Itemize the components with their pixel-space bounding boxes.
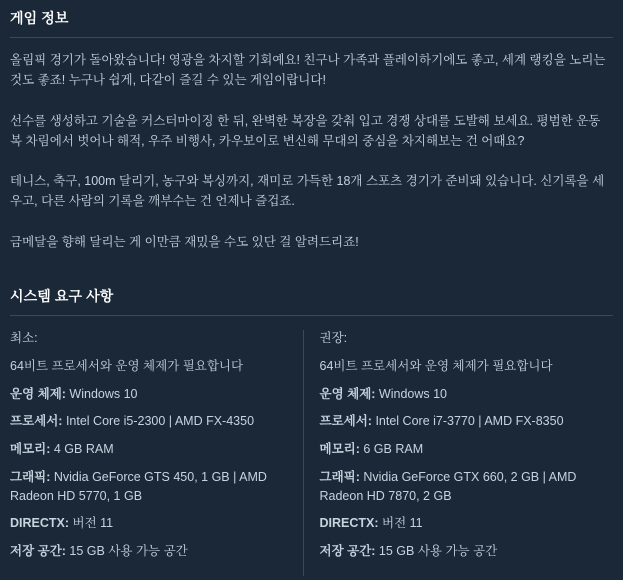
recommended-directx-value: 버전 11 bbox=[382, 516, 423, 531]
minimum-directx-value: 버전 11 bbox=[72, 516, 114, 531]
minimum-graphics-label: 그래픽: bbox=[10, 469, 51, 484]
minimum-os bbox=[10, 385, 300, 404]
system-requirements-minimum bbox=[10, 328, 312, 570]
system-requirements-recommended bbox=[312, 328, 614, 570]
recommended-processor bbox=[320, 412, 602, 431]
minimum-storage-value: 15 GB 사용 가능 공간 bbox=[69, 544, 188, 558]
recommended-os-label: 운영 체제: bbox=[319, 386, 376, 401]
recommended-os bbox=[320, 385, 602, 404]
recommended-graphics bbox=[320, 468, 602, 506]
minimum-note: 64비트 프로세서와 운영 체제가 필요합니다 bbox=[10, 358, 244, 373]
recommended-storage-value: 15 GB 사용 가능 공간 bbox=[378, 544, 498, 558]
game-info-title: 게임 정보 bbox=[10, 10, 69, 26]
minimum-processor-value: Intel Core i5-2300 | AMD FX-4350 bbox=[65, 414, 255, 429]
minimum-memory bbox=[10, 440, 300, 459]
recommended-memory bbox=[320, 440, 602, 459]
game-description-paragraph: 테니스, 축구, 100m 달리기, 농구와 복싱까지, 재미로 가득한 18개 스포츠 경기가 준비돼 있습니다. 신기록을 세우고, 다른 사람의 기록을 깨부수는 건 언제나 즐겁죠. bbox=[10, 174, 605, 209]
recommended-storage bbox=[320, 542, 602, 561]
recommended-graphics-value: Nvidia GeForce GTX 660, 2 GB | AMD Radeon HD 7870, 2 GB bbox=[319, 469, 577, 503]
minimum-os-value: Windows 10 bbox=[69, 386, 138, 401]
minimum-memory-label: 메모리: bbox=[10, 442, 51, 456]
minimum-processor-label: 프로세서: bbox=[10, 414, 63, 429]
minimum-storage bbox=[10, 542, 300, 561]
game-description-paragraph: 금메달을 향해 달리는 게 이만큼 재밌을 수도 있단 걸 알려드리죠! bbox=[10, 234, 359, 249]
system-requirements-section bbox=[10, 278, 613, 570]
minimum-directx bbox=[10, 514, 300, 533]
system-requirements-title: 시스템 요구 사항 bbox=[10, 287, 114, 304]
game-description-paragraph: 선수를 생성하고 기술을 커스터마이징 한 뒤, 완벽한 복장을 갖춰 입고 경쟁 상대를 도발해 보세요. 평범한 운동복 차림에서 벗어나 해적, 우주 비행사, 카우보이로 변신해 무대의 중심을 차지해보는 건 어때요? bbox=[10, 113, 601, 148]
recommended-directx-label: DIRECTX: bbox=[319, 516, 379, 531]
recommended-graphics-label: 그래픽: bbox=[319, 469, 360, 484]
recommended-processor-value: Intel Core i7-3770 | AMD FX-8350 bbox=[375, 414, 564, 429]
minimum-graphics bbox=[10, 468, 300, 506]
game-info-divider bbox=[10, 37, 613, 38]
game-description-paragraph: 올림픽 경기가 돌아왔습니다! 영광을 차지할 기회예요! 친구나 가족과 플레이하기에도 좋고, 세계 랭킹을 노리는 것도 좋죠! 누구나 쉽게, 다같이 즐길 수 있는 게임이랍니다! bbox=[10, 53, 606, 88]
recommended-storage-label: 저장 공간: bbox=[319, 544, 376, 558]
recommended-processor-label: 프로세서: bbox=[319, 414, 372, 429]
bottom-spacer bbox=[10, 570, 613, 580]
system-requirements-divider bbox=[10, 315, 613, 316]
game-description bbox=[10, 50, 613, 252]
recommended-os-value: Windows 10 bbox=[378, 386, 448, 401]
recommended-heading: 권장: bbox=[319, 330, 348, 345]
minimum-memory-value: 4 GB RAM bbox=[53, 442, 114, 456]
recommended-note: 64비트 프로세서와 운영 체제가 필요합니다 bbox=[319, 358, 553, 373]
minimum-heading: 최소: bbox=[10, 330, 38, 345]
minimum-directx-label: DIRECTX: bbox=[10, 516, 70, 531]
recommended-memory-label: 메모리: bbox=[319, 442, 360, 456]
minimum-processor bbox=[10, 412, 300, 431]
recommended-memory-value: 6 GB RAM bbox=[363, 442, 424, 456]
minimum-graphics-value: Nvidia GeForce GTS 450, 1 GB | AMD Radeon HD 5770, 1 GB bbox=[10, 469, 267, 503]
recommended-directx bbox=[320, 514, 602, 533]
system-requirements-columns bbox=[10, 328, 613, 570]
minimum-storage-label: 저장 공간: bbox=[10, 544, 66, 558]
minimum-os-label: 운영 체제: bbox=[10, 386, 66, 401]
